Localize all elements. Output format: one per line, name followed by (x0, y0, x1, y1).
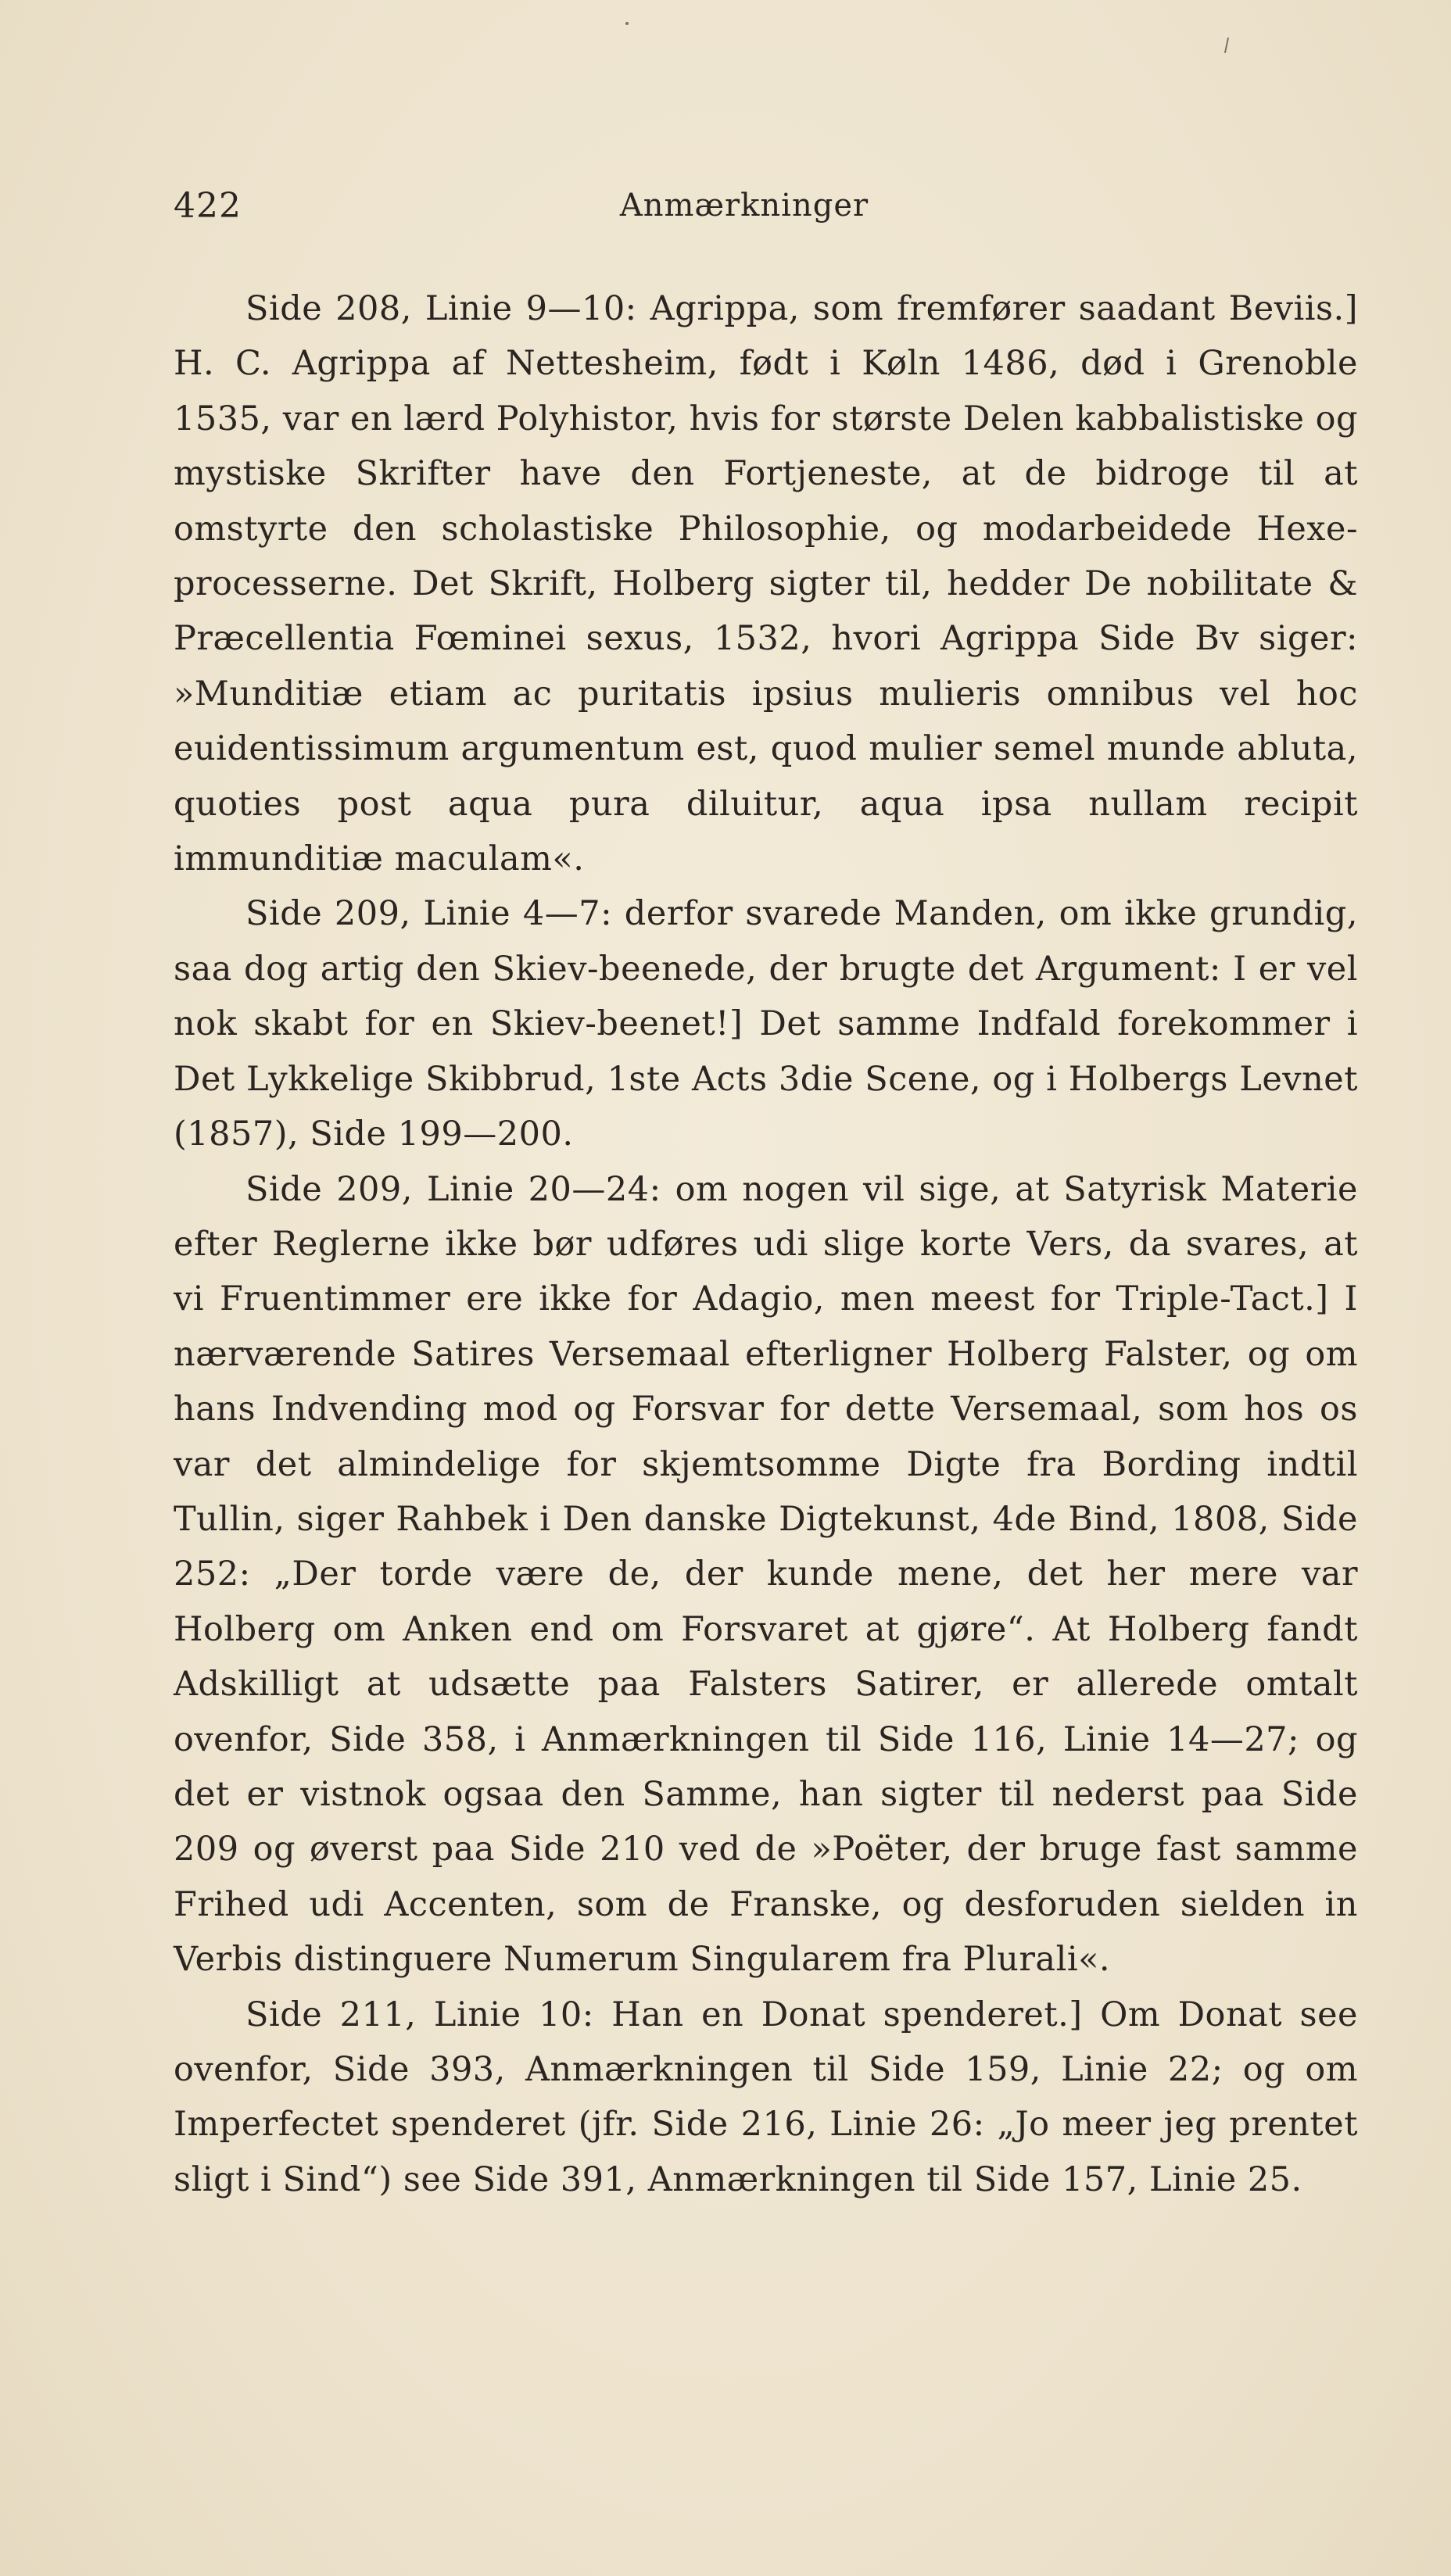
ink-speck (625, 22, 629, 25)
running-head: Anmærkninger (619, 188, 869, 224)
annotation-paragraph: Side 208, Linie 9—10: Agrippa, som fremfører saadant Beviis.] H. C. Agrippa af Nettesheim, født i Køln 1486, død i Grenoble 1535, var en lærd Polyhistor, hvis for største Delen kabbalistiske og mystiske Skrifter have den Fortjeneste, at de bidroge til at omstyrte den scholastiske Philosophie, og modarbeidede Hexe-processerne. Det Skrift, Holberg sigter til, hedder De nobilitate & Præcellentia Fœminei sexus, 1532, hvori Agrippa Side Bv siger: »Munditiæ etiam ac puritatis ipsius mulieris omnibus vel hoc euidentissimum argumentum est, quod mulier semel munde abluta, quoties post aqua pura diluitur, aqua ipsa nullam recipit immunditiæ maculam«. (174, 289, 1358, 879)
annotation-paragraph: Side 209, Linie 20—24: om nogen vil sige, at Satyrisk Materie efter Reglerne ikke bør udføres udi slige korte Vers, da svares, at vi Fruentimmer ere ikke for Adagio, men meest for Triple-Tact.] I nærværende Satires Versemaal efterligner Holberg Falster, og om hans Indvending mod og Forsvar for dette Versemaal, som hos os var det almindelige for skjemtsomme Digte fra Bording indtil Tullin, siger Rahbek i Den danske Digtekunst, 4de Bind, 1808, Side 252: „Der torde være de, der kunde mene, det her mere var Holberg om Anken end om Forsvaret at gjøre“. At Holberg fandt Adskilligt at udsætte paa Falsters Satirer, er allerede omtalt ovenfor, Side 358, i Anmærkningen til Side 116, Linie 14—27; og det er vistnok ogsaa den Samme, han sigter til nederst paa Side 209 og øverst paa Side 210 ved de »Poëter, der bruge fast samme Frihed udi Accenten, som de Franske, og desforuden sielden in Verbis distinguere Numerum Singularem fra Plurali«. (174, 1169, 1358, 1980)
page-body (174, 281, 1358, 2207)
page-header (174, 186, 1315, 233)
annotation-paragraph: Side 209, Linie 4—7: derfor svarede Manden, om ikke grundig, saa dog artig den Skiev-beenede, der brugte det Argument: I er vel nok skabt for en Skiev-beenet!] Det samme Indfald forekommer i Det Lykkelige Skibbrud, 1ste Acts 3die Scene, og i Holbergs Levnet (1857), Side 199—200. (174, 894, 1358, 1154)
page-number: 422 (174, 186, 242, 226)
annotation-paragraph: Side 211, Linie 10: Han en Donat spenderet.] Om Donat see ovenfor, Side 393, Anmærkningen til Side 159, Linie 22; og om Imperfectet spenderet (jfr. Side 216, Linie 26: „Jo meer jeg prentet sligt i Sind“) see Side 391, Anmærkningen til Side 157, Linie 25. (174, 1995, 1358, 2199)
ink-mark (1224, 38, 1229, 53)
